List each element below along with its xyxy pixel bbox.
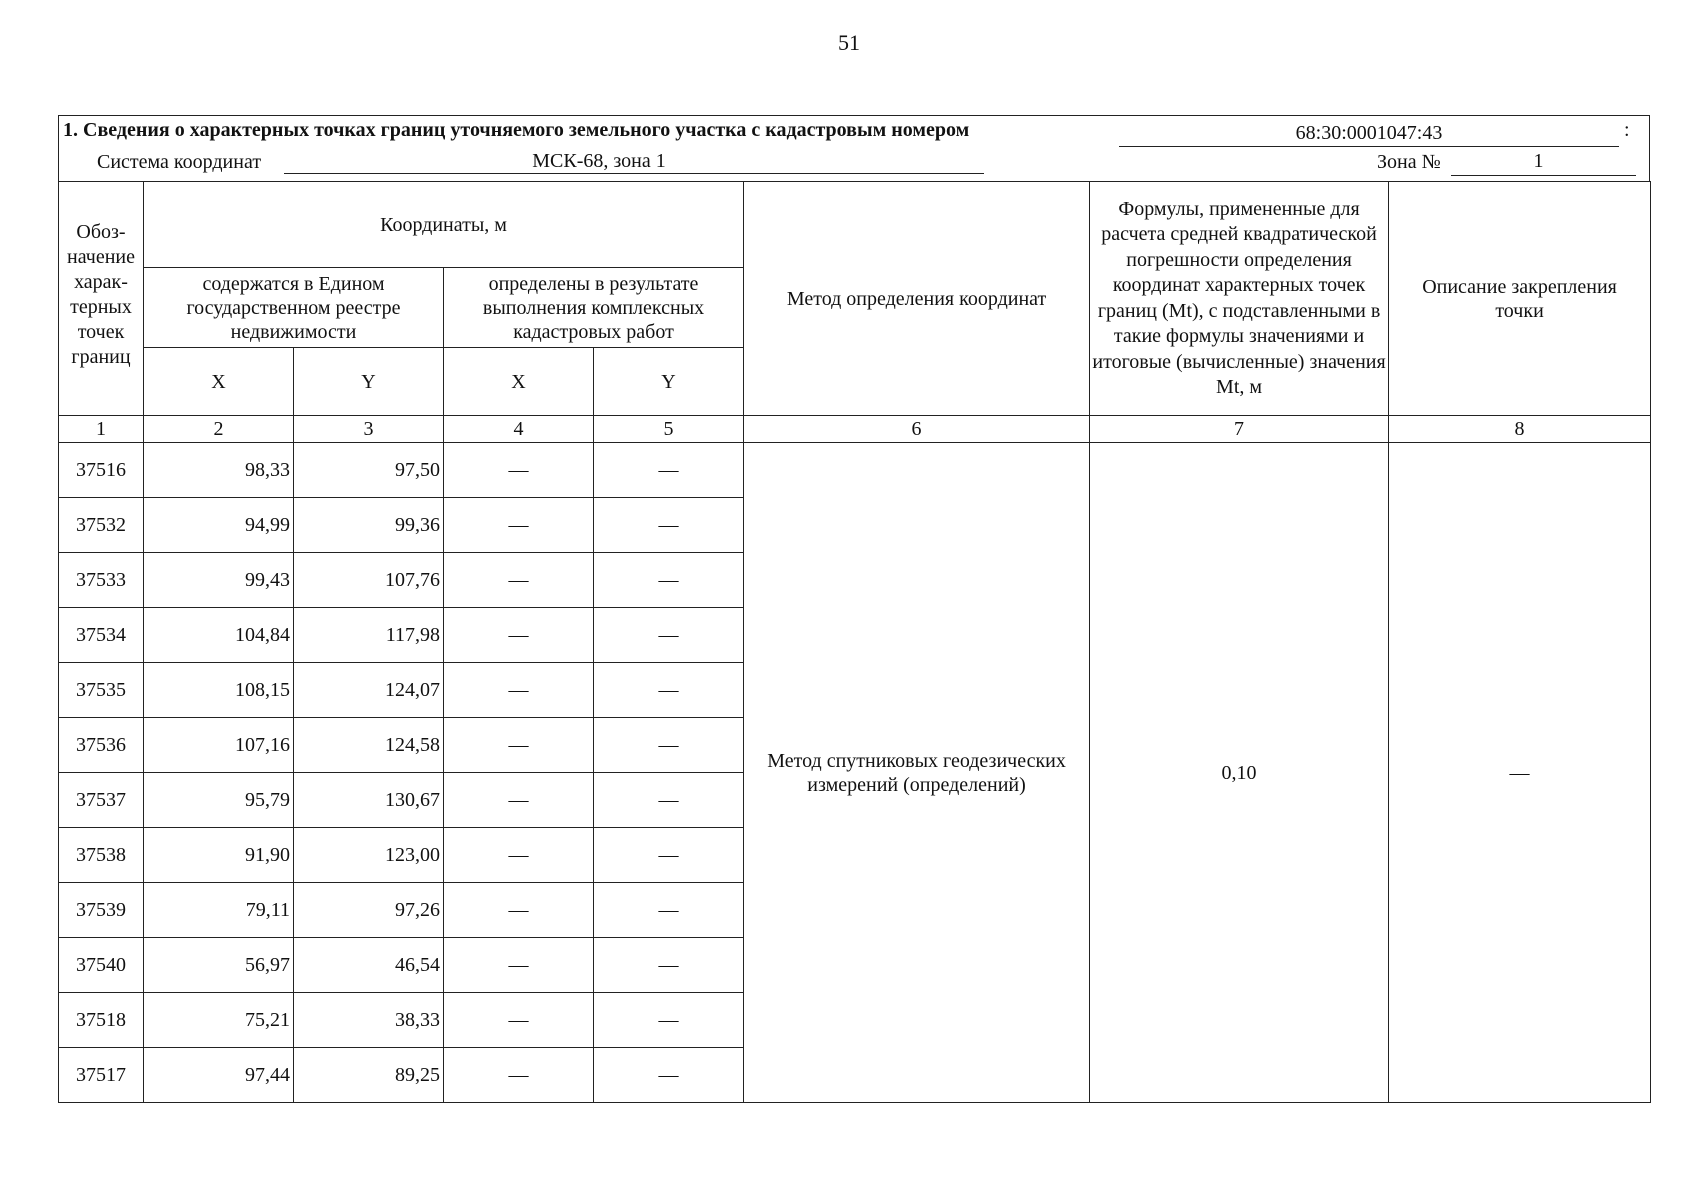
x-ckr-cell: — (444, 1048, 594, 1103)
y-ckr-cell: — (594, 883, 744, 938)
y-ckr-cell: — (594, 663, 744, 718)
point-id-cell: 37518 (59, 993, 144, 1048)
x-egrn-cell: 56,97 (144, 938, 294, 993)
y-ckr-cell: — (594, 828, 744, 883)
y-egrn-cell: 117,98 (294, 608, 444, 663)
table-body (59, 443, 1651, 1103)
y-ckr-cell: — (594, 498, 744, 553)
zone-field: 1 (1451, 150, 1636, 176)
x-ckr-cell: — (444, 553, 594, 608)
column-number: 3 (294, 416, 444, 443)
y-egrn-cell: 99,36 (294, 498, 444, 553)
point-id-cell: 37517 (59, 1048, 144, 1103)
point-id-cell: 37535 (59, 663, 144, 718)
point-id-cell: 37532 (59, 498, 144, 553)
column-number-row (59, 416, 1651, 443)
y-ckr-cell: — (594, 608, 744, 663)
x-ckr-cell: — (444, 883, 594, 938)
point-id-cell: 37534 (59, 608, 144, 663)
x-ckr-cell: — (444, 938, 594, 993)
x-egrn-cell: 104,84 (144, 608, 294, 663)
colon-mark: : (1624, 119, 1630, 141)
x-egrn-cell: 107,16 (144, 718, 294, 773)
header-point-designation: Обоз- начение харак- терных точек границ (59, 182, 144, 416)
header-y-ckr: Y (594, 348, 744, 416)
y-ckr-cell: — (594, 553, 744, 608)
y-ckr-cell: — (594, 938, 744, 993)
x-ckr-cell: — (444, 608, 594, 663)
section-title: 1. Сведения о характерных точках границ уточняемого земельного участка с кадастровым номером (63, 119, 970, 141)
y-ckr-cell: — (594, 1048, 744, 1103)
x-egrn-cell: 98,33 (144, 443, 294, 498)
zone-label: Зона № (1377, 151, 1441, 173)
x-ckr-cell: — (444, 663, 594, 718)
header-x-egrn: X (144, 348, 294, 416)
cadastral-sheet (58, 115, 1650, 1103)
x-ckr-cell: — (444, 828, 594, 883)
x-ckr-cell: — (444, 718, 594, 773)
x-ckr-cell: — (444, 443, 594, 498)
header-coordinates: Координаты, м (144, 182, 744, 268)
points-table (58, 181, 1651, 1103)
x-ckr-cell: — (444, 993, 594, 1048)
coord-system-field: МСК-68, зона 1 (284, 150, 984, 174)
y-ckr-cell: — (594, 773, 744, 828)
header-formula: Формулы, примененные для расчета средней квадратической погрешности определения координат характерных точек границ (Mt), с подставленными в такие формулы значениями и итоговые (вычисленные) значения Mt, м (1090, 182, 1389, 416)
x-ckr-cell: — (444, 498, 594, 553)
y-egrn-cell: 46,54 (294, 938, 444, 993)
column-number: 4 (444, 416, 594, 443)
y-egrn-cell: 89,25 (294, 1048, 444, 1103)
y-egrn-cell: 124,58 (294, 718, 444, 773)
header-ckr: определены в результате выполнения комплексных кадастровых работ (444, 268, 744, 348)
y-egrn-cell: 107,76 (294, 553, 444, 608)
point-id-cell: 37538 (59, 828, 144, 883)
column-number: 8 (1389, 416, 1651, 443)
table-row (59, 443, 1651, 498)
y-egrn-cell: 123,00 (294, 828, 444, 883)
x-egrn-cell: 97,44 (144, 1048, 294, 1103)
method-value-cell: Метод спутниковых геодезических измерений (определений) (744, 443, 1090, 1103)
header-method: Метод определения координат (744, 182, 1090, 416)
column-number: 5 (594, 416, 744, 443)
description-value-cell: — (1389, 443, 1651, 1103)
point-id-cell: 37539 (59, 883, 144, 938)
page-number: 51 (838, 30, 860, 55)
y-egrn-cell: 124,07 (294, 663, 444, 718)
column-number: 2 (144, 416, 294, 443)
section-header (58, 115, 1650, 181)
point-id-cell: 37537 (59, 773, 144, 828)
header-egrn: содержатся в Едином государственном реестре недвижимости (144, 268, 444, 348)
x-egrn-cell: 79,11 (144, 883, 294, 938)
coord-system-label: Система координат (97, 151, 262, 173)
point-id-cell: 37533 (59, 553, 144, 608)
point-id-cell: 37540 (59, 938, 144, 993)
x-egrn-cell: 108,15 (144, 663, 294, 718)
y-ckr-cell: — (594, 993, 744, 1048)
header-y-egrn: Y (294, 348, 444, 416)
header-description: Описание закрепления точки (1389, 182, 1651, 416)
x-egrn-cell: 91,90 (144, 828, 294, 883)
x-egrn-cell: 99,43 (144, 553, 294, 608)
y-ckr-cell: — (594, 718, 744, 773)
point-id-cell: 37516 (59, 443, 144, 498)
x-ckr-cell: — (444, 773, 594, 828)
point-id-cell: 37536 (59, 718, 144, 773)
x-egrn-cell: 95,79 (144, 773, 294, 828)
column-number: 6 (744, 416, 1090, 443)
x-egrn-cell: 75,21 (144, 993, 294, 1048)
header-x-ckr: X (444, 348, 594, 416)
formula-value-cell: 0,10 (1090, 443, 1389, 1103)
column-number: 7 (1090, 416, 1389, 443)
y-egrn-cell: 97,26 (294, 883, 444, 938)
y-egrn-cell: 130,67 (294, 773, 444, 828)
y-egrn-cell: 97,50 (294, 443, 444, 498)
x-egrn-cell: 94,99 (144, 498, 294, 553)
y-ckr-cell: — (594, 443, 744, 498)
y-egrn-cell: 38,33 (294, 993, 444, 1048)
cadastral-number-field: 68:30:0001047:43 (1119, 122, 1619, 147)
column-number: 1 (59, 416, 144, 443)
